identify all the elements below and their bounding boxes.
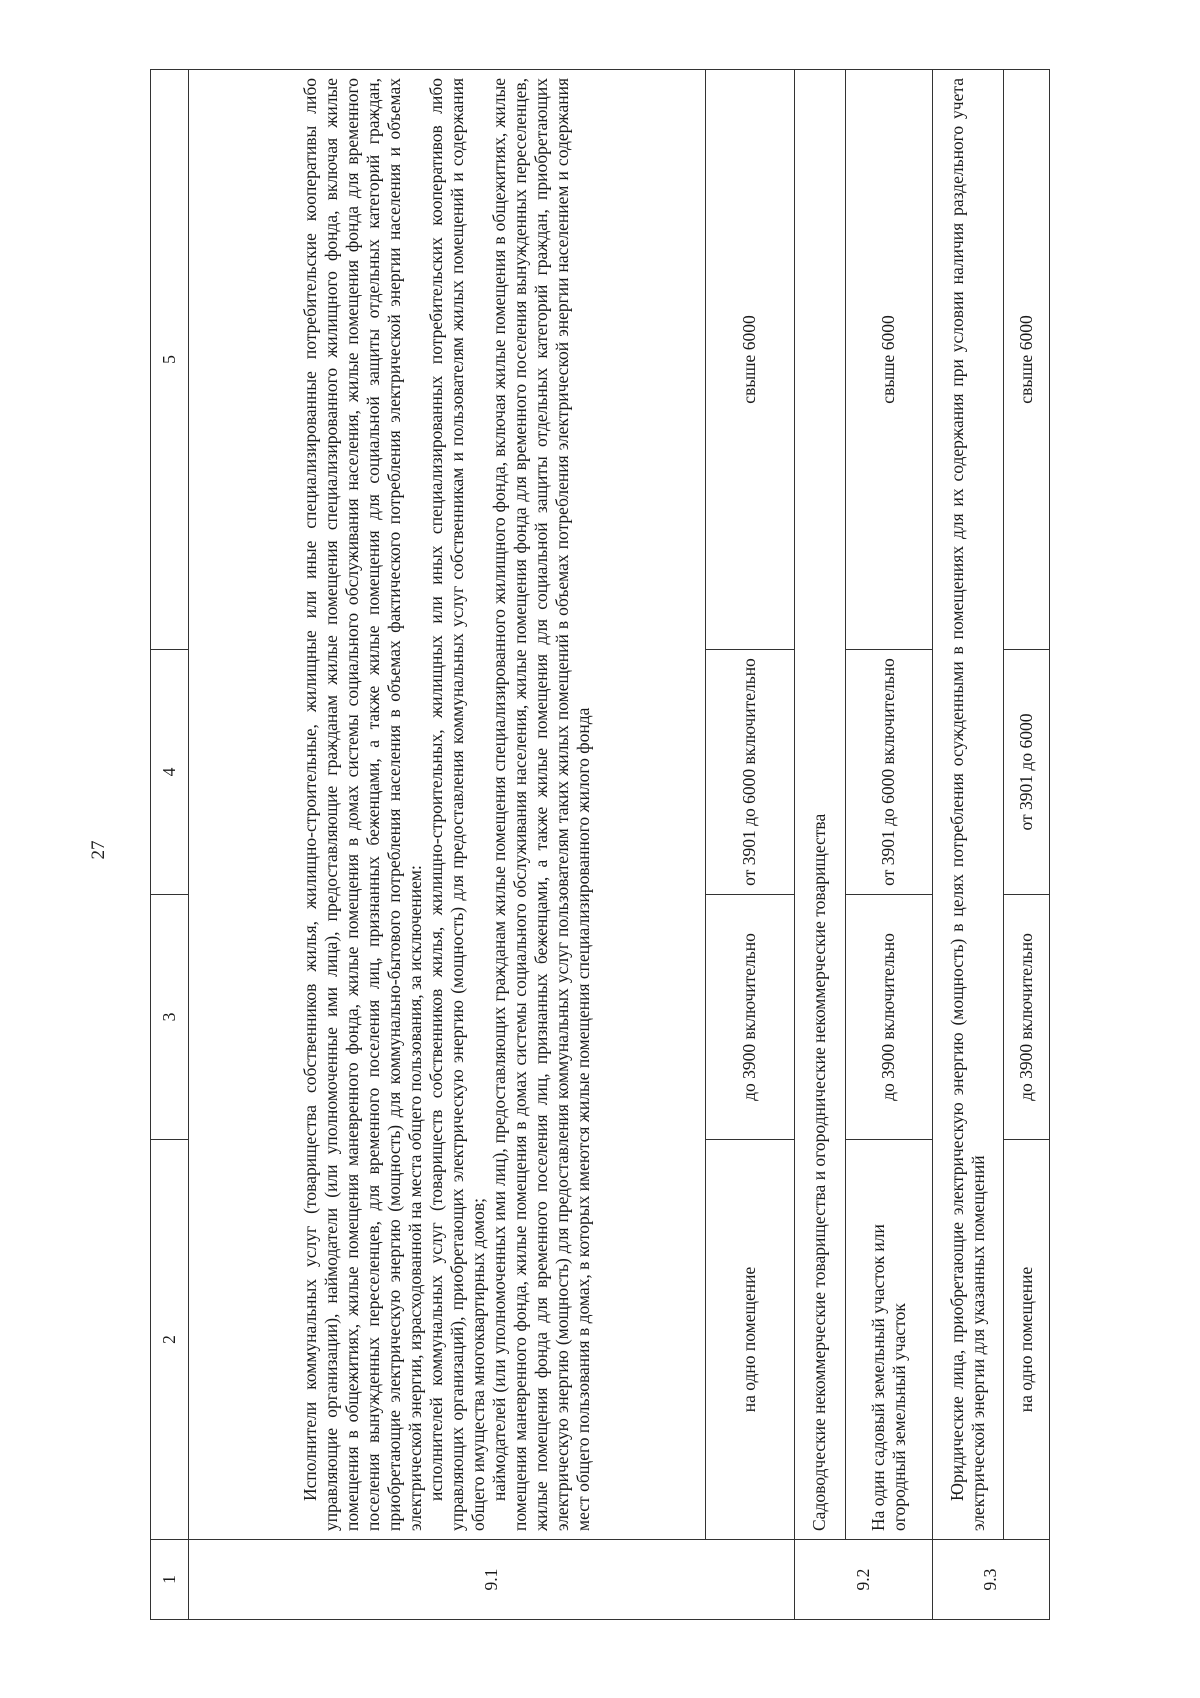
row-9-1-paragraph-1: Исполнители коммунальных услуг (товарищества собственников жилья, жилищно-строительные, жилищные или иные специализированные потребительские кооперативы либо управляющие организации), наймодатели (или уполномоченные ими лица), предоставляющие гражданам жилые помещения специализированного жилищного фонда, включая жилые помещения в общежитиях, жилые помещения маневренного фонда, жилые помещения в домах системы социального обслуживания населения, жилые помещения фонда для временного поселения вынужденных переселенцев, для временного поселения лиц, признанных беженцами, а также жилые помещения для социальной защиты отдельных категорий граждан, приобретающие электрическую энергию (мощность) для коммунально-бытового потребления населения в объемах фактического потребления электрической энергии населения и объемах электрической энергии, израсходованной на места общего пользования, за исключением: xyxy=(299,78,425,1531)
row-9-2-title: Садоводческие некоммерческие товарищества и огороднические некоммерческие товарищества xyxy=(795,70,846,1540)
header-col-1: 1 xyxy=(151,1540,189,1620)
row-9-3-values xyxy=(1004,70,1050,1620)
row-9-1-range-3: свыше 6000 xyxy=(705,70,795,650)
header-col-3: 3 xyxy=(151,895,189,1140)
row-9-1-paragraph-3: наймодателей (или уполномоченных ими лиц), предоставляющих гражданам жилые помещения специализированного жилищного фонда, включая жилые помещения в общежитиях, жилые помещения маневренного фонда, жилые помещения в домах системы социального обслуживания населения, жилые помещения фонда для временного поселения вынужденных переселенцев, жилые помещения фонда для временного поселения лиц, признанных беженцами, а также жилые помещения для социальной защиты отдельных категорий граждан, приобретающих электрическую энергию (мощность) для предоставления коммунальных услуг пользователям таких жилых помещений в объемах потребления электрической энергии населением и содержания мест общего пользования в домах, в которых имеются жилые помещения специализированного жилого фонда xyxy=(488,78,593,1531)
tariff-table xyxy=(150,69,1050,1620)
row-9-1-description xyxy=(188,70,705,1620)
header-row xyxy=(151,70,189,1620)
header-col-4: 4 xyxy=(151,650,189,895)
row-9-2-range-3: свыше 6000 xyxy=(845,70,932,650)
header-col-5: 5 xyxy=(151,70,189,650)
row-9-3-range-2: от 3901 до 6000 xyxy=(1004,650,1050,895)
row-9-3-title-row xyxy=(932,70,1003,1620)
row-9-2-values xyxy=(845,70,932,1620)
row-9-1-unit: на одно помещение xyxy=(705,1140,795,1540)
row-9-3-unit: на одно помещение xyxy=(1004,1140,1050,1540)
row-9-1-text xyxy=(188,70,705,1540)
page-number: 27 xyxy=(88,840,109,860)
rotated-table-container xyxy=(150,70,1050,1620)
row-9-3-paragraph: Юридические лица, приобретающие электрическую энергию (мощность) в целях потребления осужденными в помещениях для их содержания при условии наличия раздельного учета электрической энергии для указанных помещений xyxy=(946,78,988,1531)
row-9-1-paragraph-2: исполнителей коммунальных услуг (товариществ собственников жилья, жилищно-строительных, жилищных или иных специализированных потребительских кооперативов либо управляющих организаций), приобретающих электрическую энергию (мощность) для предоставления коммунальных услуг собственникам и пользователям жилых помещений и содержания общего имущества многоквартирных домов; xyxy=(425,78,488,1531)
row-9-2-title-row xyxy=(795,70,846,1620)
row-9-1-range-2: от 3901 до 6000 включительно xyxy=(705,650,795,895)
row-9-2-range-2: от 3901 до 6000 включительно xyxy=(845,650,932,895)
row-9-1-values xyxy=(705,70,795,1620)
row-9-3-range-3: свыше 6000 xyxy=(1004,70,1050,650)
header-col-2: 2 xyxy=(151,1140,189,1540)
row-9-1-range-1: до 3900 включительно xyxy=(705,895,795,1140)
row-9-1-number: 9.1 xyxy=(188,1540,794,1620)
row-9-3-number: 9.3 xyxy=(932,1540,1049,1620)
row-9-2-unit: На один садовый земельный участок или огородный земельный участок xyxy=(845,1140,932,1540)
row-9-3-range-1: до 3900 включительно xyxy=(1004,895,1050,1140)
row-9-2-number: 9.2 xyxy=(795,1540,933,1620)
row-9-2-range-1: до 3900 включительно xyxy=(845,895,932,1140)
row-9-3-title xyxy=(932,70,1003,1540)
